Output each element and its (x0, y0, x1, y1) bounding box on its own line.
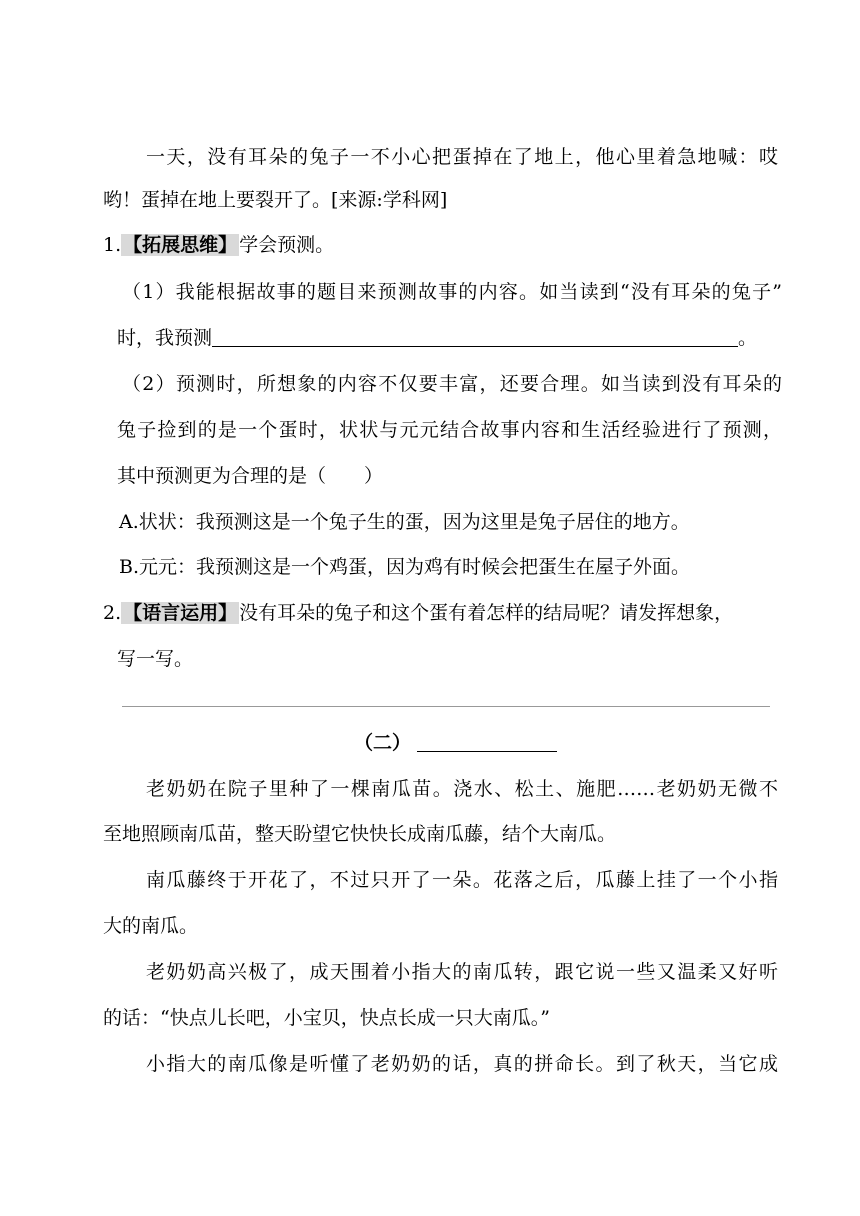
passage2-p3-line1: 老奶奶高兴极了，成天围着小指大的南瓜转，跟它说一些又温柔又好听 (146, 961, 778, 983)
q1-sub1-prefix: 时，我预测 (117, 327, 213, 349)
question-tag: 【语言运用】 (123, 602, 238, 624)
question-1-header (103, 233, 334, 257)
q2-text-line2: 写一写。 (117, 648, 194, 670)
passage2-p2-line2: 大的南瓜。 (103, 915, 199, 937)
question-text: 学会预测。 (239, 234, 335, 256)
option-a[interactable]: A.状状：我预测这是一个兔子生的蛋，因为这里是兔子居住的地方。 (119, 511, 690, 533)
q1-sub1-line1: （1）我能根据故事的题目来预测故事的内容。如当读到“没有耳朵的兔子” (122, 281, 782, 303)
title-blank[interactable] (417, 751, 557, 752)
question-tag: 【拓展思维】 (123, 234, 238, 256)
q1-sub1-line2 (117, 326, 757, 350)
section-heading-text: （二） (354, 732, 412, 754)
passage1-line2: 哟！蛋掉在地上要裂开了。[来源:学科网] (103, 189, 448, 211)
answer-line[interactable] (122, 706, 770, 707)
option-b[interactable]: B.元元：我预测这是一个鸡蛋，因为鸡有时候会把蛋生在屋子外面。 (119, 556, 691, 578)
passage2-p2-line1: 南瓜藤终于开花了，不过只开了一朵。花落之后，瓜藤上挂了一个小指 (146, 869, 778, 891)
question-number: 1. (103, 234, 122, 256)
q1-sub2-line3: 其中预测更为合理的是（ ） (117, 465, 384, 487)
passage2-p1-line2: 至地照顾南瓜苗，整天盼望它快快长成南瓜藤，结个大南瓜。 (103, 823, 617, 845)
q1-sub2-line1: （2）预测时，所想象的内容不仅要丰富，还要合理。如当读到没有耳朵的 (122, 373, 782, 395)
question-text: 没有耳朵的兔子和这个蛋有着怎样的结局呢？请发挥想象， (239, 602, 734, 624)
passage1-line1: 一天，没有耳朵的兔子一不小心把蛋掉在了地上，他心里着急地喊：哎 (146, 146, 778, 168)
passage2-p1-line1: 老奶奶在院子里种了一棵南瓜苗。浇水、松土、施肥……老奶奶无微不 (146, 778, 778, 800)
passage2-p3-line2: 的话：“快点儿长吧，小宝贝，快点长成一只大南瓜。” (103, 1007, 550, 1029)
q1-sub1-suffix: 。 (738, 327, 758, 349)
answer-blank[interactable] (212, 346, 738, 347)
passage2-p4-line1: 小指大的南瓜像是听懂了老奶奶的话，真的拼命长。到了秋天，当它成 (146, 1053, 778, 1075)
question-2-header (103, 601, 782, 625)
q1-sub2-line2: 兔子捡到的是一个蛋时，状状与元元结合故事内容和生活经验进行了预测， (117, 419, 782, 441)
question-number: 2. (103, 602, 122, 624)
section-heading (354, 731, 557, 755)
